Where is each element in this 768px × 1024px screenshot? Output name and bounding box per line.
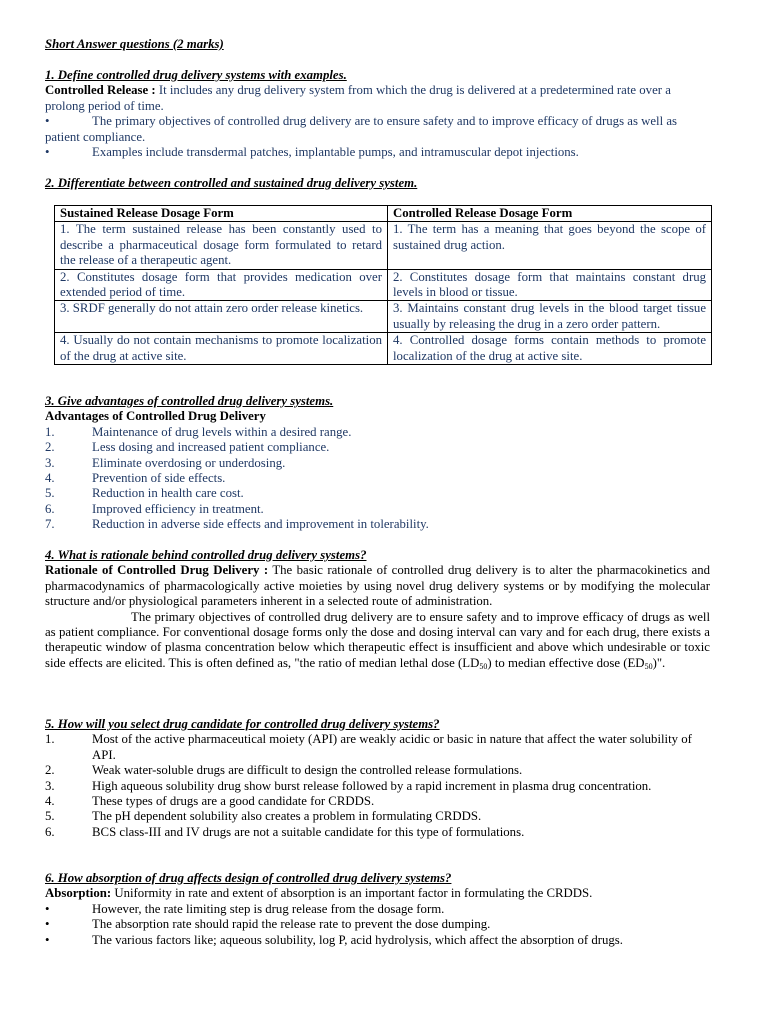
bullet-text: The absorption rate should rapid the release rate to prevent the dose dumping.	[92, 917, 491, 932]
question-4-heading: 4. What is rationale behind controlled drug delivery systems?	[45, 548, 367, 562]
table-cell: 3. SRDF generally do not attain zero order release kinetics.	[55, 301, 388, 333]
list-item: 6. Improved efficiency in treatment.	[45, 501, 264, 516]
list-item: 2. Weak water-soluble drugs are difficult to design the controlled release formulations.	[45, 763, 523, 778]
list-item: 1. Most of the active pharmaceutical moiety (API) are weakly acidic or basic in nature that affect the water solubility of API.	[45, 732, 692, 762]
question-4-section	[45, 548, 710, 671]
table-cell: 4. Controlled dosage forms contain methods to promote localization of the drug at active site.	[388, 333, 712, 365]
list-item: 5. The pH dependent solubility also creates a problem in formulating CRDDS.	[45, 809, 482, 824]
absorption-text: Uniformity in rate and extent of absorption is an important factor in formulating the CRDDS.	[111, 886, 593, 901]
question-6-bullet	[45, 917, 710, 932]
question-1-bullet	[45, 145, 710, 160]
question-1-definition	[45, 83, 710, 114]
list-item: 1. Maintenance of drug levels within a desired range.	[45, 424, 352, 439]
list-item: 7. Reduction in adverse side effects and improvement in tolerability.	[45, 517, 429, 532]
comparison-table	[54, 205, 712, 365]
bullet-icon: •	[45, 932, 50, 947]
question-1-heading: 1. Define controlled drug delivery systems with examples.	[45, 68, 347, 82]
table-cell: 2. Constitutes dosage form that maintains constant drug levels in blood or tissue.	[388, 269, 712, 301]
absorption-label: Absorption:	[45, 886, 112, 901]
table-row	[55, 222, 712, 269]
bullet-text: Examples include transdermal patches, implantable pumps, and intramuscular depot injections.	[92, 145, 579, 160]
rationale-label: Rationale of Controlled Drug Delivery :	[45, 563, 269, 578]
table-cell: 3. Maintains constant drug levels in the blood target tissue usually by releasing the drug in a zero order pattern.	[388, 301, 712, 333]
bullet-icon: •	[45, 901, 50, 916]
question-1-section	[45, 68, 710, 160]
page-title: Short Answer questions (2 marks)	[45, 37, 224, 51]
list-item: 5. Reduction in health care cost.	[45, 486, 244, 501]
table-cell: 4. Usually do not contain mechanisms to promote localization of the drug at active site.	[55, 333, 388, 365]
table-row	[55, 333, 712, 365]
table-cell: 1. The term has a meaning that goes beyond the scope of sustained drug action.	[388, 222, 712, 269]
question-3-heading: 3. Give advantages of controlled drug delivery systems.	[45, 394, 334, 408]
question-3-section	[45, 394, 710, 533]
question-6-heading: 6. How absorption of drug affects design of controlled drug delivery systems?	[45, 871, 452, 885]
advantages-subheading: Advantages of Controlled Drug Delivery	[45, 409, 266, 424]
question-1-bullet	[45, 114, 710, 145]
question-5-section	[45, 717, 710, 840]
question-5-heading: 5. How will you select drug candidate for controlled drug delivery systems?	[45, 717, 440, 731]
list-item: 2. Less dosing and increased patient compliance.	[45, 440, 330, 455]
rationale-text: The basic rationale of controlled drug delivery is to alter the pharmacokinetics and pharmacodynamics of pharmacologically active moieties by using novel drug delivery systems or by modifying the molecular structure and/or physiological parameters inherent in a selected route of administration.	[45, 563, 710, 609]
bullet-text: The primary objectives of controlled drug delivery are to ensure safety and to improve efficacy of drugs as well as patient compliance.	[45, 114, 678, 144]
list-item: 3. High aqueous solubility drug show burst release followed by a rapid increment in plasma drug concentration.	[45, 778, 652, 793]
bullet-icon: •	[45, 917, 50, 932]
list-item: 3. Eliminate overdosing or underdosing.	[45, 455, 286, 470]
controlled-release-text: It includes any drug delivery system from which the drug is delivered at a predetermined rate over a prolong period of time.	[45, 83, 671, 113]
table-header-row	[55, 206, 712, 222]
table-cell: 2. Constitutes dosage form that provides medication over extended period of time.	[55, 269, 388, 301]
bullet-text: The various factors like; aqueous solubility, log P, acid hydrolysis, which affect the absorption of drugs.	[92, 932, 623, 947]
table-row	[55, 269, 712, 301]
controlled-release-label: Controlled Release :	[45, 83, 156, 98]
list-item: 6. BCS class-III and IV drugs are not a suitable candidate for this type of formulations.	[45, 824, 525, 839]
table-cell: 1. The term sustained release has been constantly used to describe a pharmaceutical dosage form formulated to retard the release of a therapeutic agent.	[55, 222, 388, 269]
list-item: 4. Prevention of side effects.	[45, 471, 226, 486]
question-2-heading: 2. Differentiate between controlled and sustained drug delivery system.	[45, 176, 418, 190]
list-item: 4. These types of drugs are a good candidate for CRDDS.	[45, 794, 375, 809]
selection-list	[45, 732, 710, 840]
table-row	[55, 301, 712, 333]
advantages-list	[45, 425, 710, 533]
bullet-icon: •	[45, 145, 50, 160]
question-6-section	[45, 871, 710, 948]
table-header-sustained: Sustained Release Dosage Form	[55, 206, 388, 222]
table-header-controlled: Controlled Release Dosage Form	[388, 206, 712, 222]
objectives-paragraph: The primary objectives of controlled drug delivery are to ensure safety and to improve efficacy of drugs as well as patient compliance. For conventional dosage forms only the dose and dosing interval can vary and for each drug, there exists a therapeutic window of plasma concentration below which therapeutic effect is insufficient and above which undesirable or toxic side effects are elicited. This is often defined as, "the ratio of median lethal dose $(LD_{50})$ to median effective dose $(ED_{50})$".	[45, 609, 710, 671]
bullet-text: However, the rate limiting step is drug release from the dosage form.	[92, 901, 445, 916]
rationale-paragraph	[45, 563, 710, 609]
question-6-bullet	[45, 933, 710, 948]
question-6-bullet	[45, 902, 710, 917]
absorption-paragraph	[45, 886, 710, 901]
bullet-icon: •	[45, 114, 50, 129]
